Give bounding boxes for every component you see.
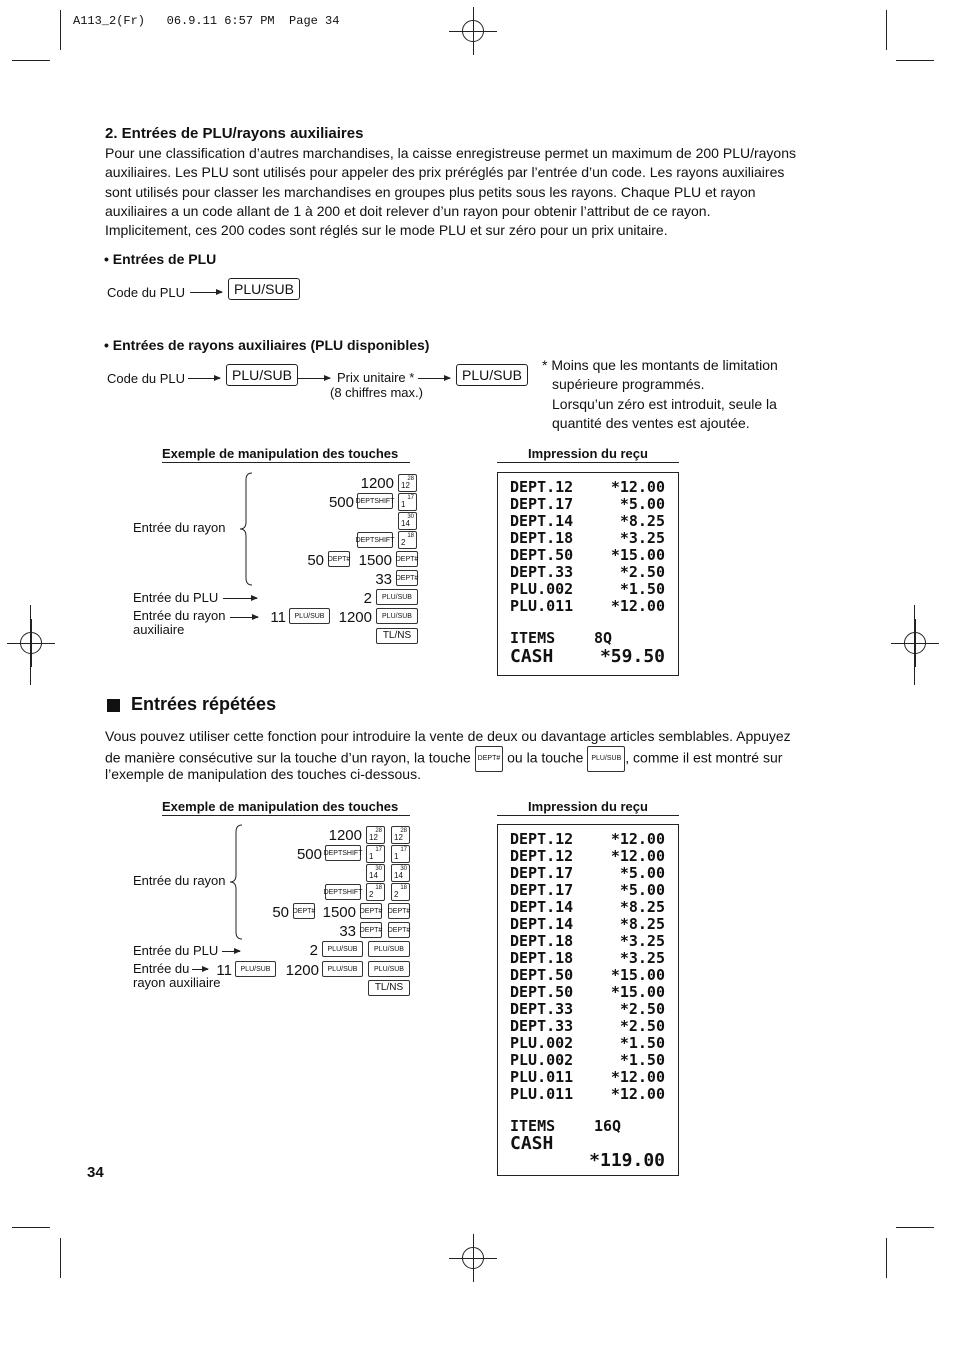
label-rayon-auxiliaire: rayon auxiliaire bbox=[133, 975, 221, 990]
receipt-cash-label: CASH bbox=[510, 646, 554, 667]
example-header: Exemple de manipulation des touches bbox=[162, 446, 410, 463]
receipt-line-label: DEPT.18 bbox=[510, 949, 574, 967]
receipt-line-label: DEPT.17 bbox=[510, 495, 574, 513]
receipt-cash-value: *59.50 bbox=[599, 646, 665, 667]
dept-hash-key: DEPT# bbox=[396, 551, 418, 567]
dept-key-2: 18 2 bbox=[366, 883, 385, 901]
code-plu-label: Code du PLU bbox=[107, 285, 186, 300]
plusub-key: PLU/SUB bbox=[289, 608, 330, 624]
plusub-key: PLU/SUB bbox=[322, 961, 363, 977]
receipt-items-value: 16Q bbox=[594, 1117, 622, 1135]
receipt-line-label: PLU.011 bbox=[510, 597, 574, 615]
dept-hash-key: DEPT# bbox=[360, 903, 382, 919]
label-entree-plu: Entrée du PLU bbox=[133, 943, 219, 958]
code-plu-label: Code du PLU bbox=[107, 371, 186, 386]
plusub-key: PLU/SUB bbox=[226, 364, 298, 386]
receipt-line-amount: *8.25 bbox=[619, 898, 665, 916]
arrow-right-icon bbox=[190, 292, 222, 293]
arrow-right-icon bbox=[222, 951, 240, 952]
brace-icon bbox=[228, 824, 244, 940]
dept-hash-key: DEPT# bbox=[475, 746, 504, 771]
number: 2 bbox=[309, 942, 318, 959]
receipt-line-label: DEPT.33 bbox=[510, 1000, 574, 1018]
repeated-title: Entrées répétées bbox=[131, 694, 277, 714]
number: 1200 bbox=[285, 962, 319, 979]
receipt-items-label: ITEMS bbox=[510, 1117, 556, 1135]
receipt-line-label: DEPT.50 bbox=[510, 983, 574, 1001]
plusub-key: PLU/SUB bbox=[456, 364, 528, 386]
dept-hash-key: DEPT# bbox=[388, 922, 410, 938]
receipt-line-amount: *5.00 bbox=[619, 495, 665, 513]
arrow-right-icon bbox=[223, 598, 257, 599]
dept-hash-key: DEPT# bbox=[396, 570, 418, 586]
receipt-line-amount: *12.00 bbox=[610, 1085, 665, 1103]
receipt-line-amount: *3.25 bbox=[619, 932, 665, 950]
receipt-line-amount: *2.50 bbox=[619, 1017, 665, 1035]
dept-key-1: 17 1 bbox=[398, 493, 417, 511]
crop-mark bbox=[60, 1238, 61, 1278]
number: 1200 bbox=[338, 609, 372, 626]
deptshift-key: DEPTSHIFT bbox=[325, 884, 361, 900]
label-entree-rayon: Entrée du rayon bbox=[133, 520, 226, 535]
number: 1500 bbox=[358, 552, 392, 569]
registration-mark-icon bbox=[20, 632, 42, 654]
receipt-line-amount: *2.50 bbox=[619, 1000, 665, 1018]
tlns-key: TL/NS bbox=[376, 628, 418, 644]
section-paragraph: Pour une classification d’autres marchandises, la caisse enregistreuse permet un maximum de 200 PLU/rayons auxiliaires. Les PLU sont utilisés pour appeler des prix préréglés par l’entrée d’un code. Les rayons auxiliaires sont utilisés pour classer les marchandises en groupes plus petits sous les rayons. Chaque PLU et rayon auxiliaires a un code allant de 1 à 200 et doit relever d’un rayon pour obtenir l’attribut de ce rayon. Implicitement, ces 200 codes sont réglés sur le mode PLU et sur zéro pour un prix unitaire. bbox=[105, 145, 797, 239]
receipt-line-amount: *3.25 bbox=[619, 949, 665, 967]
arrow-right-icon bbox=[298, 378, 330, 379]
receipt-line-label: DEPT.50 bbox=[510, 546, 574, 564]
plusub-key: PLU/SUB bbox=[376, 589, 418, 605]
receipt-cash-value: *119.00 bbox=[589, 1150, 665, 1171]
number: 50 bbox=[307, 552, 324, 569]
deptshift-key: DEPTSHIFT bbox=[325, 845, 361, 861]
receipt-line-amount: *1.50 bbox=[619, 1051, 665, 1069]
dept-key-14: 30 14 bbox=[398, 512, 417, 530]
receipt-line-amount: *2.50 bbox=[619, 563, 665, 581]
number: 33 bbox=[375, 571, 392, 588]
receipt-items-label: ITEMS bbox=[510, 629, 556, 647]
bullet-plu: • Entrées de PLU bbox=[104, 251, 217, 267]
receipt-line-label: DEPT.33 bbox=[510, 563, 574, 581]
section-title: 2. Entrées de PLU/rayons auxiliaires bbox=[105, 125, 364, 142]
plusub-key: PLU/SUB bbox=[235, 961, 276, 977]
arrow-right-icon bbox=[192, 969, 208, 970]
receipt-line-label: DEPT.18 bbox=[510, 932, 574, 950]
receipt-header: Impression du reçu bbox=[497, 799, 679, 816]
dept-key-1: 17 1 bbox=[391, 845, 410, 863]
crop-mark bbox=[60, 10, 61, 50]
dept-hash-key: DEPT# bbox=[328, 551, 350, 567]
footnote: * Moins que les montants de limitation supérieure programmés. Lorsqu’un zéro est introduit, seule la quantité des ventes est ajoutée. bbox=[542, 357, 778, 431]
label-entree-rayon: Entrée du rayon bbox=[133, 873, 226, 888]
crop-mark bbox=[30, 605, 31, 685]
label-entree-plu: Entrée du PLU bbox=[133, 590, 219, 605]
plusub-key: PLU/SUB bbox=[376, 608, 418, 624]
receipt-header: Impression du reçu bbox=[497, 446, 679, 463]
registration-mark-icon bbox=[462, 20, 484, 42]
number: 11 bbox=[216, 962, 232, 979]
arrow-right-icon bbox=[230, 617, 258, 618]
receipt-line-amount: *1.50 bbox=[619, 1034, 665, 1052]
receipt-line-label: PLU.011 bbox=[510, 1068, 574, 1086]
number: 50 bbox=[272, 904, 289, 921]
receipt-line-label: DEPT.12 bbox=[510, 847, 574, 865]
receipt-line-label: DEPT.14 bbox=[510, 915, 574, 933]
arrow-right-icon bbox=[418, 378, 450, 379]
print-slug: A113_2(Fr) 06.9.11 6:57 PM Page 34 bbox=[73, 14, 340, 28]
receipt-line-amount: *12.00 bbox=[610, 478, 665, 496]
deptshift-key: DEPTSHIFT bbox=[357, 532, 393, 548]
number: 1200 bbox=[328, 827, 362, 844]
dept-key-12: 28 12 bbox=[366, 826, 385, 844]
plusub-key: PLU/SUB bbox=[228, 278, 300, 300]
crop-mark bbox=[896, 1227, 934, 1228]
registration-mark-icon bbox=[462, 1247, 484, 1269]
label-auxiliaire: auxiliaire bbox=[133, 622, 185, 637]
receipt-line-label: DEPT.12 bbox=[510, 478, 574, 496]
receipt-line-label: DEPT.18 bbox=[510, 529, 574, 547]
crop-mark bbox=[886, 10, 887, 50]
dept-hash-key: DEPT# bbox=[360, 922, 382, 938]
registration-mark-icon bbox=[904, 632, 926, 654]
deptshift-key: DEPTSHIFT bbox=[357, 493, 393, 509]
section-square-icon bbox=[107, 699, 120, 712]
receipt-line-label: PLU.002 bbox=[510, 1034, 574, 1052]
receipt-line-amount: *12.00 bbox=[610, 1068, 665, 1086]
dept-key-2: 18 2 bbox=[398, 531, 417, 549]
crop-mark bbox=[914, 605, 915, 685]
receipt-cash-label: CASH bbox=[510, 1133, 554, 1154]
receipt-line-amount: *15.00 bbox=[610, 966, 665, 984]
number: 500 bbox=[296, 846, 322, 863]
dept-key-14: 30 14 bbox=[391, 864, 410, 882]
receipt-line-label: PLU.011 bbox=[510, 1085, 574, 1103]
max-digits-label: (8 chiffres max.) bbox=[330, 385, 423, 400]
receipt-line-amount: *8.25 bbox=[619, 915, 665, 933]
dept-key-14: 30 14 bbox=[366, 864, 385, 882]
receipt-line-label: PLU.002 bbox=[510, 1051, 574, 1069]
brace-icon bbox=[238, 472, 254, 586]
crop-mark bbox=[12, 60, 50, 61]
receipt-line-amount: *5.00 bbox=[619, 881, 665, 899]
receipt-line-label: DEPT.33 bbox=[510, 1017, 574, 1035]
dept-key-12: 28 12 bbox=[398, 474, 417, 492]
receipt-line-label: DEPT.12 bbox=[510, 830, 574, 848]
dept-hash-key: DEPT# bbox=[293, 903, 315, 919]
plusub-key: PLU/SUB bbox=[368, 941, 410, 957]
repeated-paragraph: Vous pouvez utiliser cette fonction pour introduire la vente de deux ou davantage articles semblables. Appuyez de manière consécutive sur la touche d’un rayon, la touche DEPT# ou la touche PLU/SUB , comme il est montré sur l’exemple de manipulation des touches ci-dessous. bbox=[105, 728, 791, 783]
receipt-items-value: 8Q bbox=[594, 629, 613, 647]
receipt-line-label: DEPT.14 bbox=[510, 512, 574, 530]
receipt-line-amount: *3.25 bbox=[619, 529, 665, 547]
crop-mark bbox=[886, 1238, 887, 1278]
label-entree-du: Entrée du bbox=[133, 961, 190, 976]
number: 33 bbox=[339, 923, 356, 940]
crop-mark bbox=[896, 60, 934, 61]
receipt-line-amount: *15.00 bbox=[610, 546, 665, 564]
dept-key-2: 18 2 bbox=[391, 883, 410, 901]
crop-mark bbox=[12, 1227, 50, 1228]
receipt-line-amount: *12.00 bbox=[610, 847, 665, 865]
example-header: Exemple de manipulation des touches bbox=[162, 799, 410, 816]
arrow-right-icon bbox=[188, 378, 220, 379]
number: 1200 bbox=[360, 475, 394, 492]
receipt-line-label: DEPT.17 bbox=[510, 881, 574, 899]
receipt-line-amount: *12.00 bbox=[610, 830, 665, 848]
label-entree-rayon-aux: Entrée du rayon bbox=[133, 608, 226, 623]
receipt-line-label: DEPT.14 bbox=[510, 898, 574, 916]
prix-unitaire-label: Prix unitaire * bbox=[337, 370, 415, 385]
dept-key-12: 28 12 bbox=[391, 826, 410, 844]
receipt-line-amount: *1.50 bbox=[619, 580, 665, 598]
page-number: 34 bbox=[87, 1164, 104, 1181]
number: 1500 bbox=[322, 904, 356, 921]
dept-hash-key: DEPT# bbox=[388, 903, 410, 919]
receipt-line-label: DEPT.50 bbox=[510, 966, 574, 984]
receipt-line-label: PLU.002 bbox=[510, 580, 574, 598]
receipt-line-amount: *8.25 bbox=[619, 512, 665, 530]
number: 500 bbox=[328, 494, 354, 511]
receipt-line-amount: *12.00 bbox=[610, 597, 665, 615]
plusub-key: PLU/SUB bbox=[368, 961, 410, 977]
number: 2 bbox=[363, 590, 372, 607]
receipt-line-amount: *5.00 bbox=[619, 864, 665, 882]
number: 11 bbox=[270, 609, 286, 626]
bullet-aux: • Entrées de rayons auxiliaires (PLU disponibles) bbox=[104, 337, 430, 353]
receipt-line-amount: *15.00 bbox=[610, 983, 665, 1001]
plusub-key: PLU/SUB bbox=[322, 941, 363, 957]
plusub-key: PLU/SUB bbox=[587, 746, 625, 771]
receipt-line-label: DEPT.17 bbox=[510, 864, 574, 882]
tlns-key: TL/NS bbox=[368, 980, 410, 996]
dept-key-1: 17 1 bbox=[366, 845, 385, 863]
